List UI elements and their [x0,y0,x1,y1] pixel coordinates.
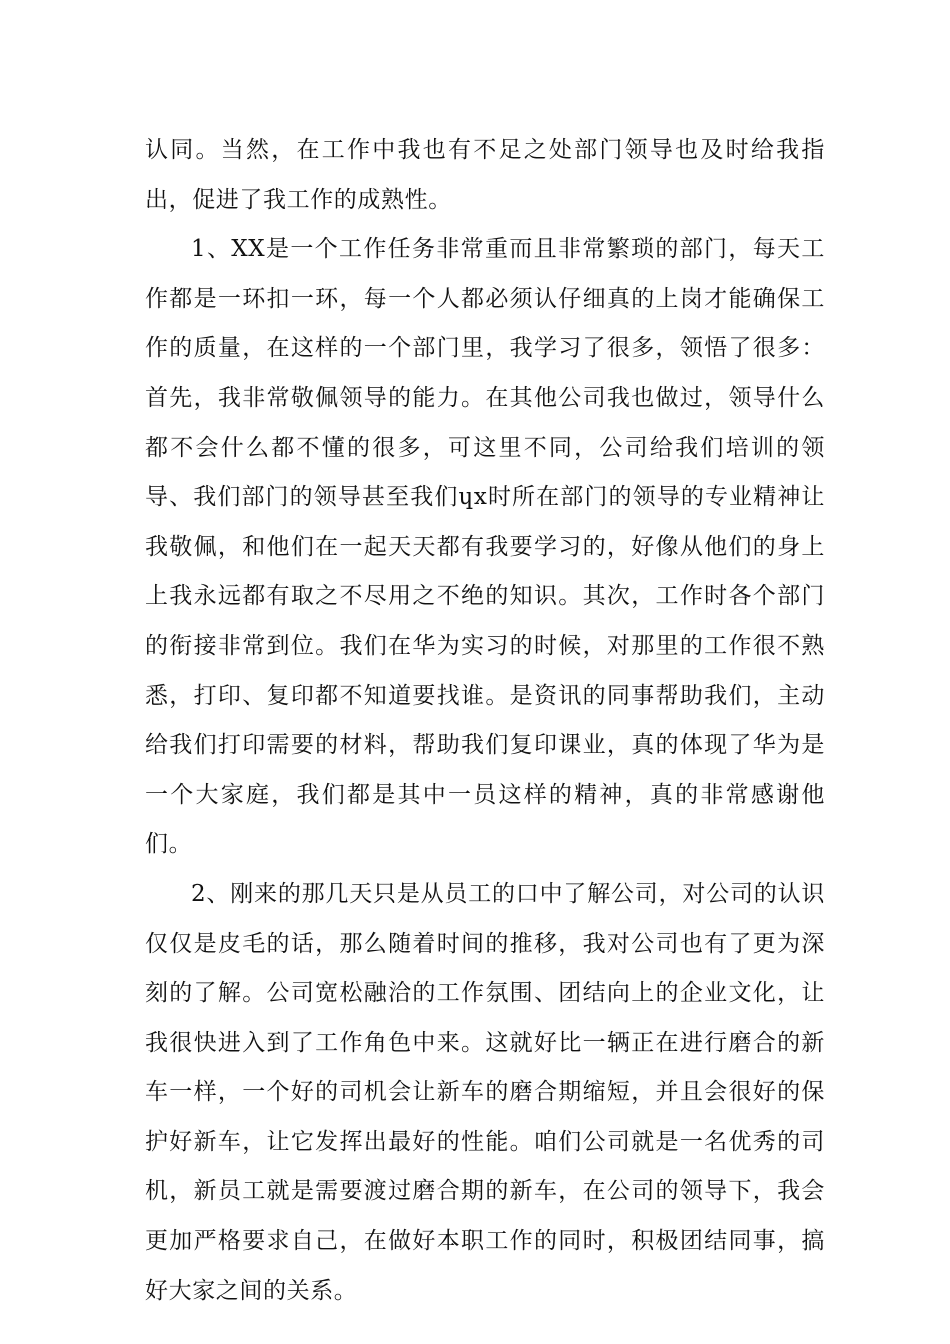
body-text [145,126,825,1316]
paragraph-continuation: 认同。当然，在工作中我也有不足之处部门领导也及时给我指出，促进了我工作的成熟性。 [145,137,825,213]
paragraph-item-2: 2、刚来的那几天只是从员工的口中了解公司，对公司的认识仅仅是皮毛的话，那么随着时间的推移，我对公司也有了更为深刻的了解。公司宽松融洽的工作氛围、团结向上的企业文化，让我很快进入到了工作角色中来。这就好比一辆正在进行磨合的新车一样，一个好的司机会让新车的磨合期缩短，并且会很好的保护好新车，让它发挥出最好的性能。咱们公司就是一名优秀的司机，新员工就是需要渡过磨合期的新车，在公司的领导下，我会更加严格要求自己，在做好本职工作的同时，积极团结同事，搞好大家之间的关系。 [145,880,825,1304]
paragraph-item-1: 1、XX是一个工作任务非常重而且非常繁琐的部门，每天工作都是一环扣一环，每一个人都必须认仔细真的上岗才能确保工作的质量，在这样的一个部门里，我学习了很多，领悟了很多：首先，我非常敬佩领导的能力。在其他公司我也做过，领导什么都不会什么都不懂的很多，可这里不同，公司给我们培训的领导、我们部门的领导甚至我们ɥx时所在部门的领导的专业精神让我敬佩，和他们在一起天天都有我要学习的，好像从他们的身上上我永远都有取之不尽用之不绝的知识。其次，工作时各个部门的衔接非常到位。我们在华为实习的时候，对那里的工作很不熟悉，打印、复印都不知道要找谁。是资讯的同事帮助我们，主动给我们打印需要的材料，帮助我们复印课业，真的体现了华为是一个大家庭，我们都是其中一员这样的精神，真的非常感谢他们。 [145,236,825,858]
